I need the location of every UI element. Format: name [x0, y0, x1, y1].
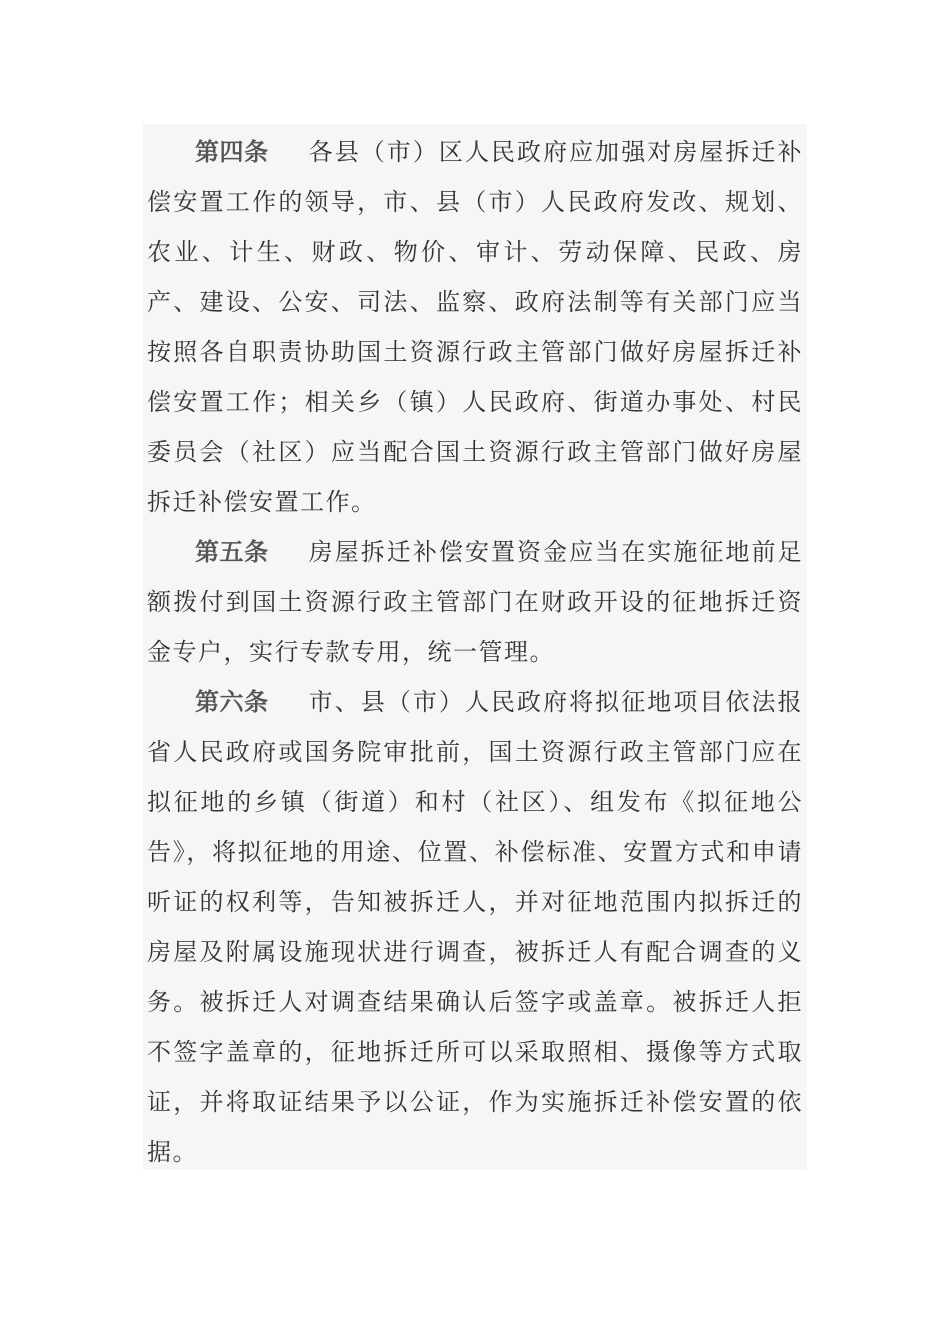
article-body: 房屋拆迁补偿安置资金应当在实施征地前足额拨付到国土资源行政主管部门在财政开设的征地拆迁资金专户，实行专款专用，统一管理。 — [147, 538, 804, 666]
article-paragraph — [147, 527, 803, 677]
article-body: 市、县（市）人民政府将拟征地项目依法报省人民政府或国务院审批前，国土资源行政主管部门应在拟征地的乡镇（街道）和村（社区）、组发布《拟征地公告》，将拟征地的用途、位置、补偿标准、安置方式和申请听证的权利等，告知被拆迁人，并对征地范围内拟拆迁的房屋及附属设施现状进行调查，被拆迁人有配合调查的义务。被拆迁人对调查结果确认后签字或盖章。被拆迁人拒不签字盖章的，征地拆迁所可以采取照相、摄像等方式取证，并将取证结果予以公证，作为实施拆迁补偿安置的依据。 — [147, 688, 804, 1166]
article-paragraph — [147, 677, 803, 1177]
article-paragraph — [147, 127, 803, 527]
article-number: 第五条 — [195, 538, 269, 566]
article-number: 第四条 — [195, 138, 269, 166]
article-number: 第六条 — [195, 688, 269, 716]
article-body: 各县（市）区人民政府应加强对房屋拆迁补偿安置工作的领导，市、县（市）人民政府发改、规划、农业、计生、财政、物价、审计、劳动保障、民政、房产、建设、公安、司法、监察、政府法制等有关部门应当按照各自职责协助国土资源行政主管部门做好房屋拆迁补偿安置工作；相关乡（镇）人民政府、街道办事处、村民委员会（社区）应当配合国土资源行政主管部门做好房屋拆迁补偿安置工作。 — [147, 138, 804, 516]
document-text-block — [143, 124, 807, 1170]
